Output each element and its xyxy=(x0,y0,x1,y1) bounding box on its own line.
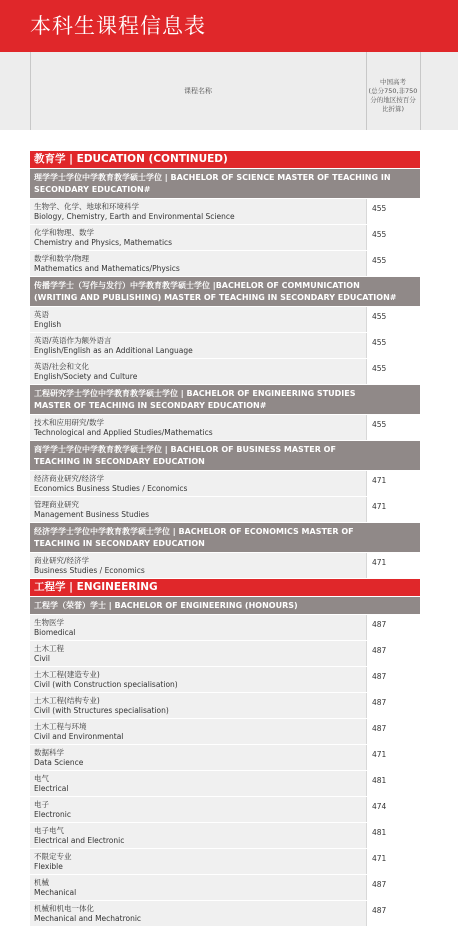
course-name-zh: 生物学、化学、地球和环境科学 xyxy=(34,202,139,211)
section-header: 工程学 | ENGINEERING xyxy=(30,579,420,596)
gaokao-score-column-header: 中国高考 (总分750,非750 分的地区按百分 比折算) xyxy=(368,78,418,113)
course-name-en: Flexible xyxy=(34,862,63,871)
gaokao-score-cell: 487 xyxy=(366,615,420,640)
course-name-zh: 管理商业研究 xyxy=(34,500,79,509)
course-name-en: Biomedical xyxy=(34,628,76,637)
degree-group-header-line: 工程研究学士学位中学教育教学硕士学位 | BACHELOR OF ENGINEERING STUDIES xyxy=(34,389,356,398)
course-name-zh: 英语 xyxy=(34,310,49,319)
course-name-zh: 土木工程与环境 xyxy=(34,722,87,731)
course-name-en: Civil and Environmental xyxy=(34,732,124,741)
course-table xyxy=(30,151,420,927)
course-name-en: Electrical and Electronic xyxy=(34,836,125,845)
course-name-cell xyxy=(34,774,364,794)
course-name-en: Mechanical xyxy=(34,888,77,897)
course-name-en: Mechanical and Mechatronic xyxy=(34,914,142,923)
course-name-cell xyxy=(34,748,364,768)
degree-group-header-line: 理学学士学位中学教育教学硕士学位 | BACHELOR OF SCIENCE MASTER OF TEACHING IN xyxy=(34,173,391,182)
table-row xyxy=(30,199,420,225)
table-row xyxy=(30,415,420,441)
course-name-en: Management Business Studies xyxy=(34,510,150,519)
course-name-en: Biology, Chemistry, Earth and Environmental Science xyxy=(34,212,235,221)
degree-group-header-line: MASTER OF TEACHING IN SECONDARY EDUCATION# xyxy=(34,401,267,410)
degree-group-header-line: TEACHING IN SECONDARY EDUCATION xyxy=(34,539,205,548)
gaokao-score-cell: 487 xyxy=(366,667,420,692)
course-name-cell xyxy=(34,254,364,274)
course-name-zh: 英语/社会和文化 xyxy=(34,362,90,371)
page-banner xyxy=(0,0,458,52)
course-name-zh: 土木工程 xyxy=(34,644,64,653)
course-name-en: Business Studies / Economics xyxy=(34,566,145,575)
course-name-zh: 土木工程(建造专业) xyxy=(34,670,100,679)
degree-group-header xyxy=(30,597,420,614)
gaokao-score-cell: 474 xyxy=(366,797,420,822)
table-row xyxy=(30,693,420,719)
course-name-zh: 数学和数学/物理 xyxy=(34,254,90,263)
course-name-cell xyxy=(34,474,364,494)
course-name-zh: 土木工程(结构专业) xyxy=(34,696,100,705)
gaokao-score-cell: 471 xyxy=(366,745,420,770)
degree-group-header-line: SECONDARY EDUCATION# xyxy=(34,185,151,194)
course-name-zh: 电子电气 xyxy=(34,826,64,835)
course-name-en: Economics Business Studies / Economics xyxy=(34,484,188,493)
course-name-zh: 商业研究/经济学 xyxy=(34,556,90,565)
course-name-en: Civil xyxy=(34,654,50,663)
table-row xyxy=(30,667,420,693)
table-row xyxy=(30,497,420,523)
course-name-cell xyxy=(34,826,364,846)
degree-group-header xyxy=(30,523,420,552)
table-row xyxy=(30,771,420,797)
degree-group-header xyxy=(30,169,420,198)
course-name-cell xyxy=(34,696,364,716)
gaokao-score-cell: 455 xyxy=(366,251,420,276)
gaokao-score-cell: 487 xyxy=(366,901,420,926)
course-name-cell xyxy=(34,852,364,872)
course-name-cell xyxy=(34,228,364,248)
gaokao-score-cell: 487 xyxy=(366,693,420,718)
gaokao-score-cell: 455 xyxy=(366,225,420,250)
course-name-en: Civil (with Construction specialisation) xyxy=(34,680,178,689)
course-name-en: Electrical xyxy=(34,784,69,793)
table-row xyxy=(30,823,420,849)
course-name-cell xyxy=(34,618,364,638)
table-row xyxy=(30,225,420,251)
course-name-cell xyxy=(34,644,364,664)
gaokao-score-cell: 455 xyxy=(366,307,420,332)
course-name-zh: 数据科学 xyxy=(34,748,64,757)
course-name-en: English/English as an Additional Language xyxy=(34,346,193,355)
course-name-zh: 生物医学 xyxy=(34,618,64,627)
gaokao-score-cell: 455 xyxy=(366,359,420,384)
degree-group-header-line: 工程学（荣誉）学士 | BACHELOR OF ENGINEERING (HONOURS) xyxy=(34,601,298,610)
course-name-cell xyxy=(34,556,364,576)
table-row xyxy=(30,251,420,277)
gaokao-score-cell: 487 xyxy=(366,875,420,900)
section-header: 教育学 | EDUCATION (CONTINUED) xyxy=(30,151,420,168)
gaokao-score-cell: 455 xyxy=(366,333,420,358)
course-name-en: Data Science xyxy=(34,758,84,767)
course-name-zh: 不限定专业 xyxy=(34,852,72,861)
table-row xyxy=(30,797,420,823)
course-name-cell xyxy=(34,202,364,222)
table-row xyxy=(30,875,420,901)
course-name-zh: 化学和物理、数学 xyxy=(34,228,94,237)
course-name-zh: 技术和应用研究/数学 xyxy=(34,418,105,427)
table-row xyxy=(30,307,420,333)
course-name-en: Electronic xyxy=(34,810,71,819)
table-row xyxy=(30,901,420,927)
table-header xyxy=(0,52,458,130)
course-name-cell xyxy=(34,670,364,690)
page-title: 本科生课程信息表 xyxy=(30,14,206,38)
table-row xyxy=(30,333,420,359)
course-name-cell xyxy=(34,362,364,382)
table-row xyxy=(30,745,420,771)
course-name-cell xyxy=(34,722,364,742)
degree-group-header-line: (WRITING AND PUBLISHING) MASTER OF TEACHING IN SECONDARY EDUCATION# xyxy=(34,293,397,302)
course-name-zh: 经济商业研究/经济学 xyxy=(34,474,105,483)
gaokao-score-cell: 471 xyxy=(366,471,420,496)
table-row xyxy=(30,849,420,875)
degree-group-header xyxy=(30,385,420,414)
degree-group-header-line: 传播学学士（写作与发行）中学教育教学硕士学位 |BACHELOR OF COMMUNICATION xyxy=(34,281,360,290)
gaokao-score-cell: 471 xyxy=(366,497,420,522)
course-name-en: Technological and Applied Studies/Mathematics xyxy=(34,428,213,437)
course-name-cell xyxy=(34,418,364,438)
gaokao-score-cell: 487 xyxy=(366,719,420,744)
course-name-cell xyxy=(34,336,364,356)
course-name-zh: 机械和机电一体化 xyxy=(34,904,94,913)
gaokao-score-cell: 481 xyxy=(366,823,420,848)
degree-group-header-line: TEACHING IN SECONDARY EDUCATION xyxy=(34,457,205,466)
degree-group-header xyxy=(30,441,420,470)
table-row xyxy=(30,359,420,385)
course-name-cell xyxy=(34,878,364,898)
gaokao-score-cell: 471 xyxy=(366,553,420,578)
gaokao-score-cell: 487 xyxy=(366,641,420,666)
course-name-column-header: 课程名称 xyxy=(184,87,212,95)
course-name-zh: 机械 xyxy=(34,878,49,887)
table-row xyxy=(30,641,420,667)
gaokao-score-cell: 481 xyxy=(366,771,420,796)
course-name-en: English/Society and Culture xyxy=(34,372,138,381)
degree-group-header-line: 经济学学士学位中学教育教学硕士学位 | BACHELOR OF ECONOMICS MASTER OF xyxy=(34,527,354,536)
course-name-zh: 电子 xyxy=(34,800,49,809)
course-name-zh: 英语/英语作为额外语言 xyxy=(34,336,112,345)
gaokao-score-cell: 455 xyxy=(366,199,420,224)
table-row xyxy=(30,615,420,641)
course-name-cell xyxy=(34,904,364,924)
gaokao-score-cell: 455 xyxy=(366,415,420,440)
course-name-en: Civil (with Structures specialisation) xyxy=(34,706,169,715)
degree-group-header-line: 商学学士学位中学教育教学硕士学位 | BACHELOR OF BUSINESS MASTER OF xyxy=(34,445,336,454)
table-row xyxy=(30,719,420,745)
table-row xyxy=(30,471,420,497)
course-name-zh: 电气 xyxy=(34,774,49,783)
course-name-en: English xyxy=(34,320,62,329)
course-name-cell xyxy=(34,800,364,820)
course-name-en: Mathematics and Mathematics/Physics xyxy=(34,264,180,273)
gaokao-score-cell: 471 xyxy=(366,849,420,874)
degree-group-header xyxy=(30,277,420,306)
course-name-en: Chemistry and Physics, Mathematics xyxy=(34,238,173,247)
table-row xyxy=(30,553,420,579)
course-name-cell xyxy=(34,500,364,520)
course-name-cell xyxy=(34,310,364,330)
